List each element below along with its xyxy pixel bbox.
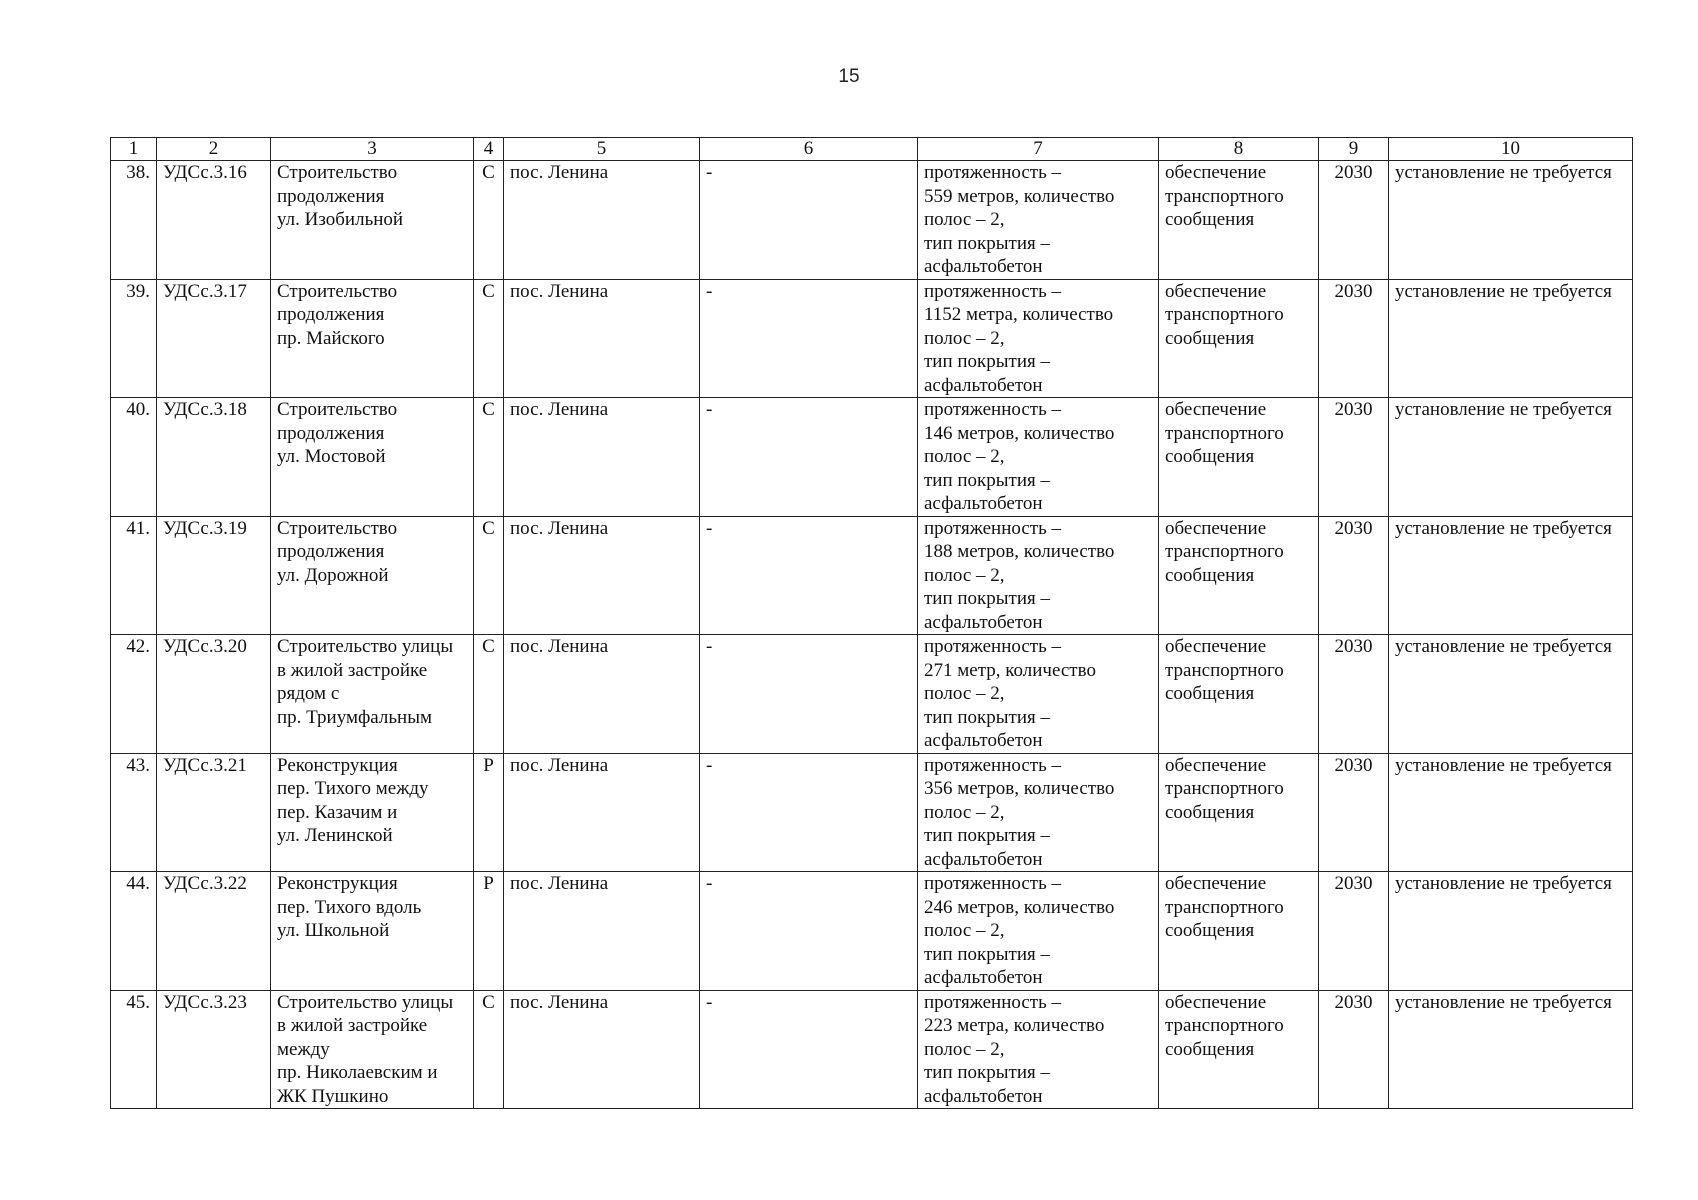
location: пос. Ленина [504, 398, 700, 517]
object-name: Строительство продолжения ул. Мостовой [271, 398, 474, 517]
zone-status: установление не требуется [1389, 635, 1633, 754]
purpose: обеспечение транспортного сообщения [1159, 872, 1319, 991]
row-number: 40. [111, 398, 157, 517]
table-row [111, 753, 1633, 872]
location: пос. Ленина [504, 990, 700, 1109]
object-code: УДСс.3.16 [157, 161, 271, 280]
purpose: обеспечение транспортного сообщения [1159, 398, 1319, 517]
zone-status: установление не требуется [1389, 279, 1633, 398]
characteristics: протяженность – 1152 метра, количество полос – 2, тип покрытия – асфальтобетон [918, 279, 1159, 398]
location: пос. Ленина [504, 635, 700, 754]
location: пос. Ленина [504, 161, 700, 280]
year: 2030 [1319, 872, 1389, 991]
work-type: С [474, 516, 504, 635]
object-name: Реконструкция пер. Тихого вдоль ул. Школьной [271, 872, 474, 991]
work-type: С [474, 161, 504, 280]
zone-status: установление не требуется [1389, 398, 1633, 517]
row-number: 43. [111, 753, 157, 872]
location: пос. Ленина [504, 753, 700, 872]
column-6-value: - [700, 753, 918, 872]
location: пос. Ленина [504, 279, 700, 398]
row-number: 38. [111, 161, 157, 280]
column-header-1: 1 [111, 138, 157, 161]
object-name: Реконструкция пер. Тихого между пер. Казачим и ул. Ленинской [271, 753, 474, 872]
object-code: УДСс.3.22 [157, 872, 271, 991]
row-number: 39. [111, 279, 157, 398]
row-number: 44. [111, 872, 157, 991]
object-code: УДСс.3.19 [157, 516, 271, 635]
table-row [111, 161, 1633, 280]
object-code: УДСс.3.17 [157, 279, 271, 398]
year: 2030 [1319, 990, 1389, 1109]
table-row [111, 872, 1633, 991]
column-header-9: 9 [1319, 138, 1389, 161]
column-6-value: - [700, 516, 918, 635]
table-row [111, 990, 1633, 1109]
table-header-row [111, 138, 1633, 161]
work-type: Р [474, 872, 504, 991]
purpose: обеспечение транспортного сообщения [1159, 753, 1319, 872]
column-6-value: - [700, 161, 918, 280]
work-type: С [474, 990, 504, 1109]
table-row [111, 279, 1633, 398]
column-6-value: - [700, 279, 918, 398]
object-code: УДСс.3.23 [157, 990, 271, 1109]
object-name: Строительство продолжения ул. Дорожной [271, 516, 474, 635]
zone-status: установление не требуется [1389, 872, 1633, 991]
object-name: Строительство улицы в жилой застройке между пр. Николаевским и ЖК Пушкино [271, 990, 474, 1109]
object-name: Строительство продолжения ул. Изобильной [271, 161, 474, 280]
column-header-8: 8 [1159, 138, 1319, 161]
zone-status: установление не требуется [1389, 753, 1633, 872]
characteristics: протяженность – 559 метров, количество полос – 2, тип покрытия – асфальтобетон [918, 161, 1159, 280]
registry-table [110, 137, 1633, 1109]
column-header-7: 7 [918, 138, 1159, 161]
column-header-6: 6 [700, 138, 918, 161]
column-header-4: 4 [474, 138, 504, 161]
year: 2030 [1319, 398, 1389, 517]
column-6-value: - [700, 872, 918, 991]
location: пос. Ленина [504, 872, 700, 991]
column-header-10: 10 [1389, 138, 1633, 161]
column-header-2: 2 [157, 138, 271, 161]
object-code: УДСс.3.20 [157, 635, 271, 754]
object-name: Строительство продолжения пр. Майского [271, 279, 474, 398]
purpose: обеспечение транспортного сообщения [1159, 161, 1319, 280]
year: 2030 [1319, 161, 1389, 280]
work-type: С [474, 635, 504, 754]
row-number: 42. [111, 635, 157, 754]
object-code: УДСс.3.21 [157, 753, 271, 872]
purpose: обеспечение транспортного сообщения [1159, 516, 1319, 635]
table-row [111, 398, 1633, 517]
table-row [111, 516, 1633, 635]
row-number: 45. [111, 990, 157, 1109]
column-6-value: - [700, 635, 918, 754]
characteristics: протяженность – 223 метра, количество полос – 2, тип покрытия – асфальтобетон [918, 990, 1159, 1109]
work-type: С [474, 398, 504, 517]
column-6-value: - [700, 398, 918, 517]
page-number: 15 [838, 66, 860, 87]
characteristics: протяженность – 356 метров, количество полос – 2, тип покрытия – асфальтобетон [918, 753, 1159, 872]
year: 2030 [1319, 635, 1389, 754]
zone-status: установление не требуется [1389, 161, 1633, 280]
year: 2030 [1319, 753, 1389, 872]
purpose: обеспечение транспортного сообщения [1159, 279, 1319, 398]
work-type: Р [474, 753, 504, 872]
characteristics: протяженность – 146 метров, количество полос – 2, тип покрытия – асфальтобетон [918, 398, 1159, 517]
column-header-3: 3 [271, 138, 474, 161]
object-name: Строительство улицы в жилой застройке рядом с пр. Триумфальным [271, 635, 474, 754]
location: пос. Ленина [504, 516, 700, 635]
row-number: 41. [111, 516, 157, 635]
work-type: С [474, 279, 504, 398]
characteristics: протяженность – 188 метров, количество полос – 2, тип покрытия – асфальтобетон [918, 516, 1159, 635]
column-6-value: - [700, 990, 918, 1109]
characteristics: протяженность – 246 метров, количество полос – 2, тип покрытия – асфальтобетон [918, 872, 1159, 991]
object-code: УДСс.3.18 [157, 398, 271, 517]
year: 2030 [1319, 516, 1389, 635]
zone-status: установление не требуется [1389, 990, 1633, 1109]
column-header-5: 5 [504, 138, 700, 161]
table-row [111, 635, 1633, 754]
characteristics: протяженность – 271 метр, количество полос – 2, тип покрытия – асфальтобетон [918, 635, 1159, 754]
purpose: обеспечение транспортного сообщения [1159, 990, 1319, 1109]
year: 2030 [1319, 279, 1389, 398]
zone-status: установление не требуется [1389, 516, 1633, 635]
purpose: обеспечение транспортного сообщения [1159, 635, 1319, 754]
